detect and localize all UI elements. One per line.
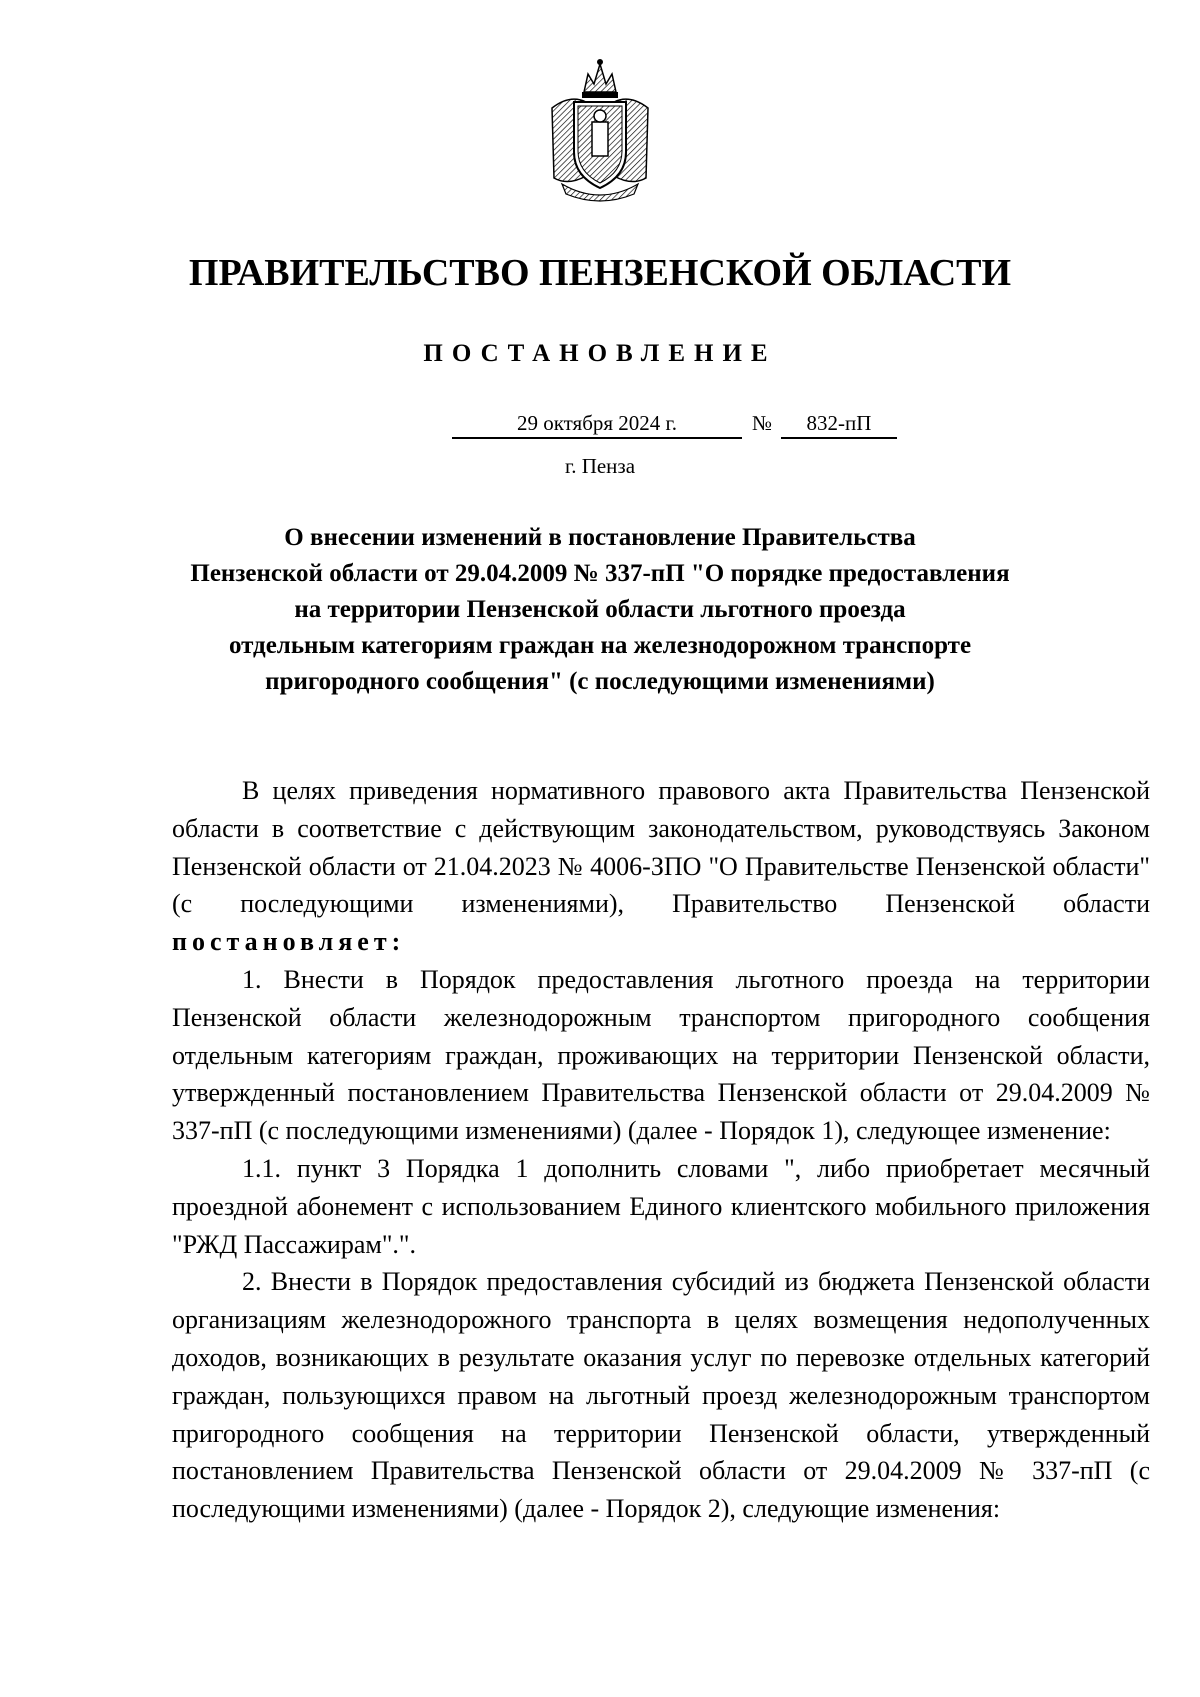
document-type: ПОСТАНОВЛЕНИЕ — [423, 340, 777, 367]
document-number: 832-пП — [781, 410, 897, 439]
organization-title: ПРАВИТЕЛЬСТВО ПЕНЗЕНСКОЙ ОБЛАСТИ — [188, 252, 1012, 294]
decree-word: постановляет: — [172, 927, 406, 957]
item-1-paragraph: 1. Внести в Порядок предоставления льготного проезда на территории Пензенской области железнодорожным транспортом пригородного сообщения отдельным категориям граждан, проживающих на территории Пензенской области, утвержденный постановлением Правительства Пензенской области от 29.04.2009 № 337-пП (с последующими изменениями) (далее - Порядок 1), следующее изменение: — [172, 964, 1150, 1146]
document-heading — [150, 520, 1050, 700]
heading-line: О внесении изменений в постановление Правительства — [284, 524, 916, 551]
preamble-text: В целях приведения нормативного правового акта Правительства Пензенской области в соответствие с действующим законодательством, руководствуясь Законом Пензенской области от 21.04.2023 № 4006-ЗПО "О Правительстве Пензенской области" (с последующими изменениями), Правительство Пензенской области — [172, 776, 1150, 919]
coat-of-arms-icon — [540, 56, 660, 206]
preamble-paragraph — [172, 772, 1150, 961]
document-date: 29 октября 2024 г. — [452, 410, 742, 439]
item-2-paragraph: 2. Внести в Порядок предоставления субсидий из бюджета Пензенской области организациям железнодорожного транспорта в целях возмещения недополученных доходов, возникающих в результате оказания услуг по перевозке отдельных категорий граждан, пользующихся правом на льготный проезд железнодорожным транспортом пригородного сообщения на территории Пензенской области, утвержденный постановлением Правительства Пензенской области от 29.04.2009 № 337-пП (с последующими изменениями) (далее - Порядок 2), следующие изменения: — [172, 1267, 1150, 1524]
number-sign: № — [751, 411, 773, 435]
heading-line: Пензенской области от 29.04.2009 № 337-пП "О порядке предоставления — [190, 560, 1010, 587]
document-body — [172, 772, 1150, 1528]
heading-line: пригородного сообщения" (с последующими изменениями) — [265, 668, 935, 695]
heading-line: отдельным категориям граждан на железнодорожном транспорте — [228, 632, 972, 659]
date-number-line — [0, 410, 1200, 440]
heading-line: на территории Пензенской области льготного проезда — [294, 596, 906, 623]
item-1-1-paragraph: 1.1. пункт 3 Порядка 1 дополнить словами ", либо приобретает месячный проездной абонемент с использованием Единого клиентского мобильного приложения "РЖД Пассажирам".". — [172, 1153, 1150, 1259]
issue-city: г. Пенза — [564, 454, 636, 478]
